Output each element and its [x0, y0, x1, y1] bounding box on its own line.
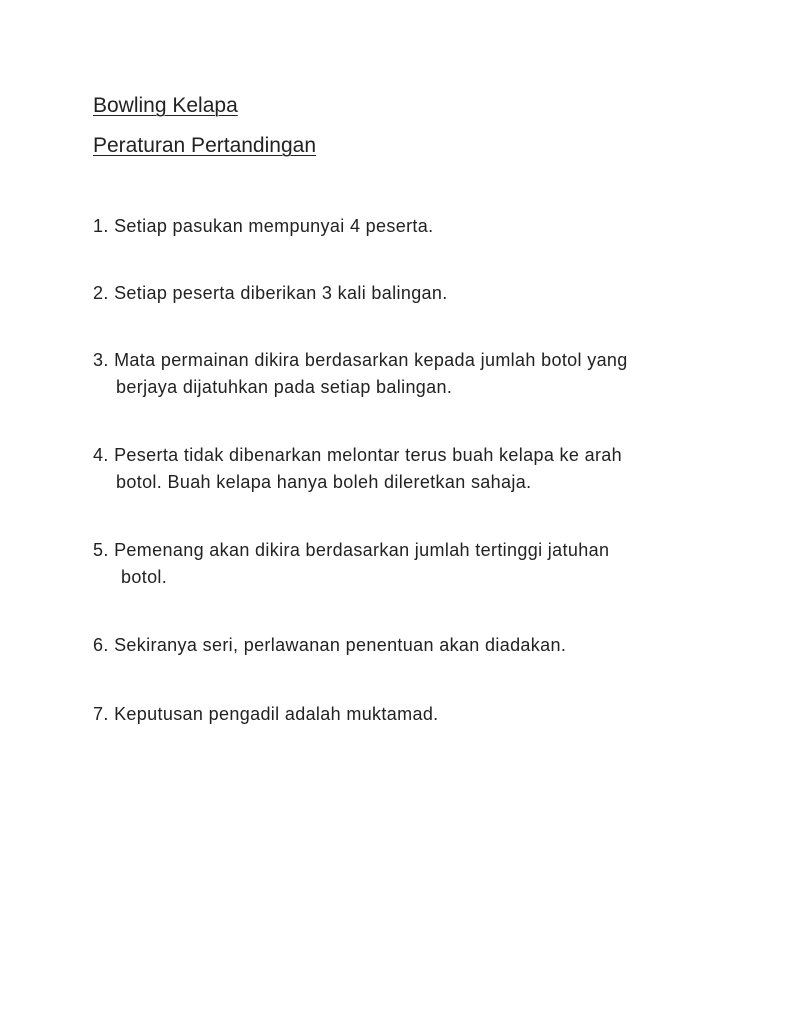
document-subtitle: Peraturan Pertandingan: [93, 134, 316, 157]
rule-text: 6. Sekiranya seri, perlawanan penentuan akan diadakan.: [93, 635, 567, 655]
rule-item: [93, 537, 733, 591]
rule-text-continuation: berjaya dijatuhkan pada setiap balingan.: [116, 377, 453, 397]
rule-text-continuation: botol. Buah kelapa hanya boleh dileretkan sahaja.: [116, 472, 532, 492]
rule-text: 3. Mata permainan dikira berdasarkan kepada jumlah botol yang: [93, 350, 628, 370]
rule-text: 7. Keputusan pengadil adalah muktamad.: [93, 704, 439, 724]
rule-text: 4. Peserta tidak dibenarkan melontar terus buah kelapa ke arah: [93, 445, 623, 465]
rule-item: [93, 213, 733, 240]
rule-item: [93, 442, 733, 496]
rule-text: 1. Setiap pasukan mempunyai 4 peserta.: [93, 216, 434, 236]
document-title: Bowling Kelapa: [93, 94, 238, 117]
rule-item: [93, 701, 733, 728]
rule-text: 2. Setiap peserta diberikan 3 kali balingan.: [93, 283, 448, 303]
rule-text-continuation: botol.: [121, 567, 168, 587]
rule-text: 5. Pemenang akan dikira berdasarkan jumlah tertinggi jatuhan: [93, 540, 610, 560]
rule-item: [93, 280, 733, 307]
rule-item: [93, 347, 733, 401]
rule-item: [93, 632, 733, 659]
